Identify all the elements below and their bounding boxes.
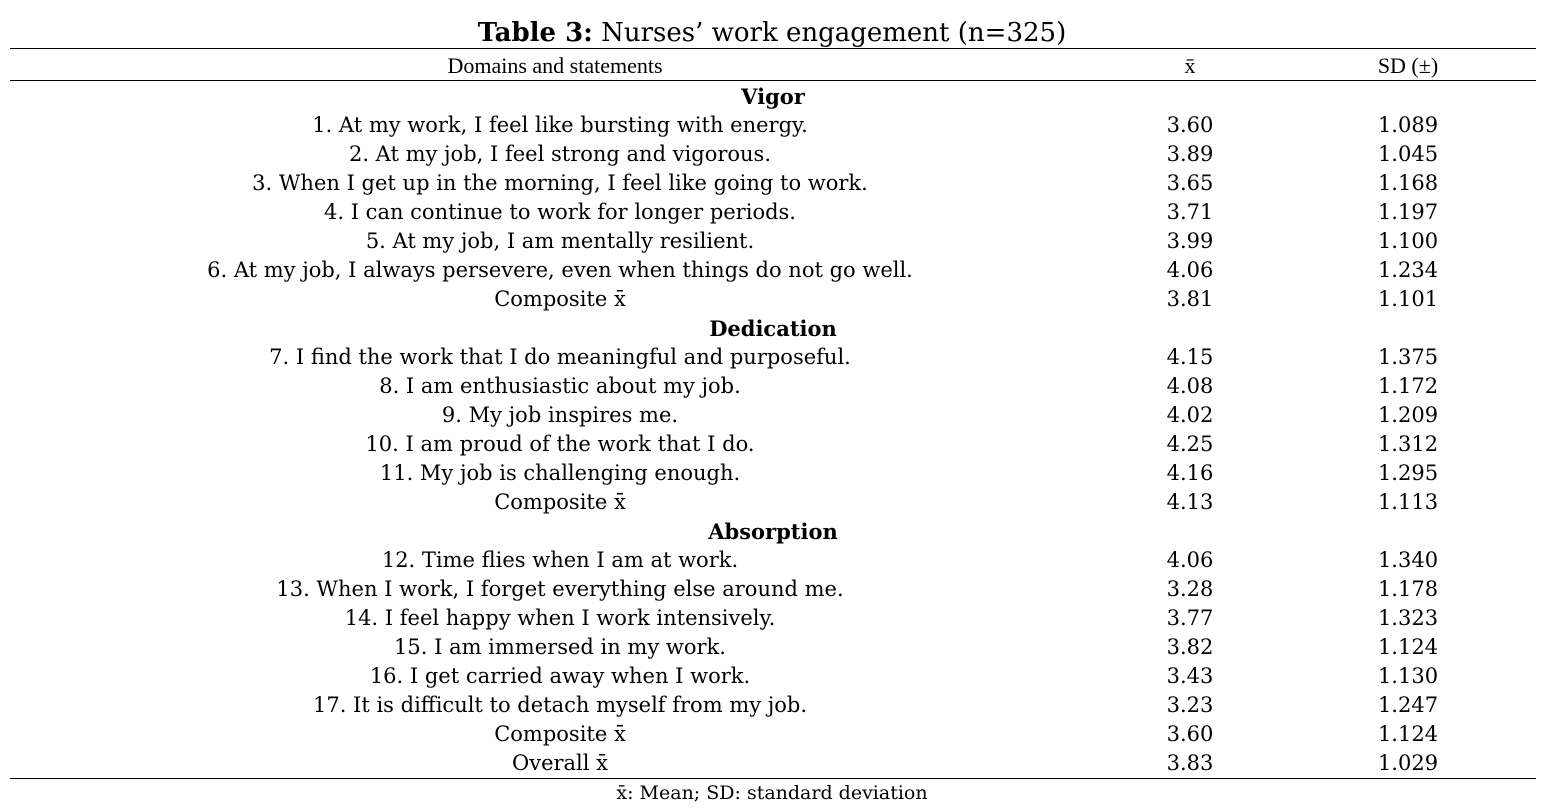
domain-heading: Absorption — [708, 519, 838, 544]
table-row — [0, 169, 1544, 198]
table-body — [0, 82, 1544, 778]
statement-cell: 6. At my job, I always persevere, even when things do not go well. — [207, 258, 913, 282]
sd-cell: 1.323 — [1377, 606, 1439, 630]
mean-cell: 3.81 — [1166, 287, 1214, 311]
mean-cell: 4.08 — [1166, 374, 1214, 398]
table-row — [0, 285, 1544, 314]
mean-cell: 4.06 — [1166, 258, 1214, 282]
mean-cell: 3.23 — [1166, 693, 1214, 717]
table-row — [0, 430, 1544, 459]
table-row — [0, 401, 1544, 430]
table-row — [0, 111, 1544, 140]
statement-cell: 10. I am proud of the work that I do. — [365, 432, 755, 456]
sd-cell: 1.295 — [1377, 461, 1439, 485]
mean-cell: 3.77 — [1166, 606, 1214, 630]
sd-cell: 1.089 — [1377, 113, 1439, 137]
domain-heading: Vigor — [741, 84, 805, 109]
sd-cell: 1.234 — [1377, 258, 1439, 282]
statement-cell: 5. At my job, I am mentally resilient. — [365, 229, 755, 253]
sd-cell: 1.312 — [1377, 432, 1439, 456]
mean-cell: 3.83 — [1166, 751, 1214, 775]
table-row — [0, 140, 1544, 169]
header-statement: Domains and statements — [447, 53, 663, 78]
statement-cell: 15. I am immersed in my work. — [394, 635, 726, 659]
sd-cell: 1.340 — [1377, 548, 1439, 572]
table-caption-title: Nurses’ work engagement (n=325) — [601, 18, 1067, 48]
statement-cell: 4. I can continue to work for longer periods. — [324, 200, 796, 224]
sd-cell: 1.124 — [1377, 722, 1439, 746]
domain-heading: Dedication — [709, 316, 837, 341]
sd-cell: 1.101 — [1377, 287, 1439, 311]
sd-cell: 1.209 — [1377, 403, 1439, 427]
mean-cell: 3.65 — [1166, 171, 1214, 195]
statement-cell: 14. I feel happy when I work intensively. — [344, 606, 776, 630]
sd-cell: 1.197 — [1377, 200, 1439, 224]
statement-cell: 11. My job is challenging enough. — [379, 461, 741, 485]
table-header-row — [0, 52, 1544, 80]
statement-cell: 3. When I get up in the morning, I feel like going to work. — [252, 171, 868, 195]
mean-cell: 3.82 — [1166, 635, 1214, 659]
statement-cell: Composite x̄ — [494, 490, 626, 514]
sd-cell: 1.045 — [1377, 142, 1439, 166]
statement-cell: 2. At my job, I feel strong and vigorous. — [348, 142, 772, 166]
mean-cell: 3.99 — [1166, 229, 1214, 253]
mean-cell: 4.16 — [1166, 461, 1214, 485]
statement-cell: 8. I am enthusiastic about my job. — [379, 374, 741, 398]
statement-cell: 9. My job inspires me. — [441, 403, 679, 427]
overall-row — [0, 749, 1544, 778]
statement-cell: 13. When I work, I forget everything else around me. — [276, 577, 844, 601]
table-bottom-rule — [10, 778, 1536, 779]
table-top-rule — [10, 48, 1536, 49]
domain-heading-row — [0, 82, 1544, 111]
mean-cell: 3.28 — [1166, 577, 1214, 601]
sd-cell: 1.100 — [1377, 229, 1439, 253]
table-row — [0, 256, 1544, 285]
mean-cell: 3.43 — [1166, 664, 1214, 688]
mean-cell: 3.71 — [1166, 200, 1214, 224]
table-row — [0, 343, 1544, 372]
header-mean: x̄ — [1184, 53, 1196, 78]
mean-cell: 4.25 — [1166, 432, 1214, 456]
sd-cell: 1.172 — [1377, 374, 1439, 398]
sd-cell: 1.130 — [1377, 664, 1439, 688]
statement-cell: 1. At my work, I feel like bursting with energy. — [312, 113, 808, 137]
sd-cell: 1.168 — [1377, 171, 1439, 195]
sd-cell: 1.124 — [1377, 635, 1439, 659]
mean-cell: 3.89 — [1166, 142, 1214, 166]
mean-cell: 4.13 — [1166, 490, 1214, 514]
sd-cell: 1.178 — [1377, 577, 1439, 601]
table-row — [0, 575, 1544, 604]
table-row — [0, 227, 1544, 256]
domain-heading-row — [0, 517, 1544, 546]
table-header-rule — [10, 80, 1536, 81]
mean-cell: 3.60 — [1166, 113, 1214, 137]
mean-cell: 4.06 — [1166, 548, 1214, 572]
table-caption — [0, 16, 1544, 50]
statement-cell: Composite x̄ — [494, 287, 626, 311]
sd-cell: 1.113 — [1377, 490, 1439, 514]
sd-cell: 1.247 — [1377, 693, 1439, 717]
table-row — [0, 691, 1544, 720]
sd-cell: 1.029 — [1377, 751, 1439, 775]
mean-cell: 4.02 — [1166, 403, 1214, 427]
sd-cell: 1.375 — [1377, 345, 1439, 369]
table-row — [0, 546, 1544, 575]
table-row — [0, 198, 1544, 227]
statement-cell: 12. Time flies when I am at work. — [381, 548, 739, 572]
table-row — [0, 372, 1544, 401]
table-row — [0, 459, 1544, 488]
header-sd: SD (±) — [1377, 53, 1439, 78]
table-footnote: x̄: Mean; SD: standard deviation — [616, 782, 928, 804]
mean-cell: 3.60 — [1166, 722, 1214, 746]
domain-heading-row — [0, 314, 1544, 343]
table-row — [0, 662, 1544, 691]
statement-cell: 16. I get carried away when I work. — [369, 664, 751, 688]
table-row — [0, 488, 1544, 517]
table-row — [0, 633, 1544, 662]
table-row — [0, 604, 1544, 633]
table-caption-label: Table 3: — [477, 18, 593, 48]
statement-cell: 7. I find the work that I do meaningful and purposeful. — [269, 345, 851, 369]
table-row — [0, 720, 1544, 749]
statement-cell: Overall x̄ — [511, 751, 609, 775]
statement-cell: Composite x̄ — [494, 722, 626, 746]
mean-cell: 4.15 — [1166, 345, 1214, 369]
statement-cell: 17. It is difficult to detach myself from my job. — [312, 693, 808, 717]
